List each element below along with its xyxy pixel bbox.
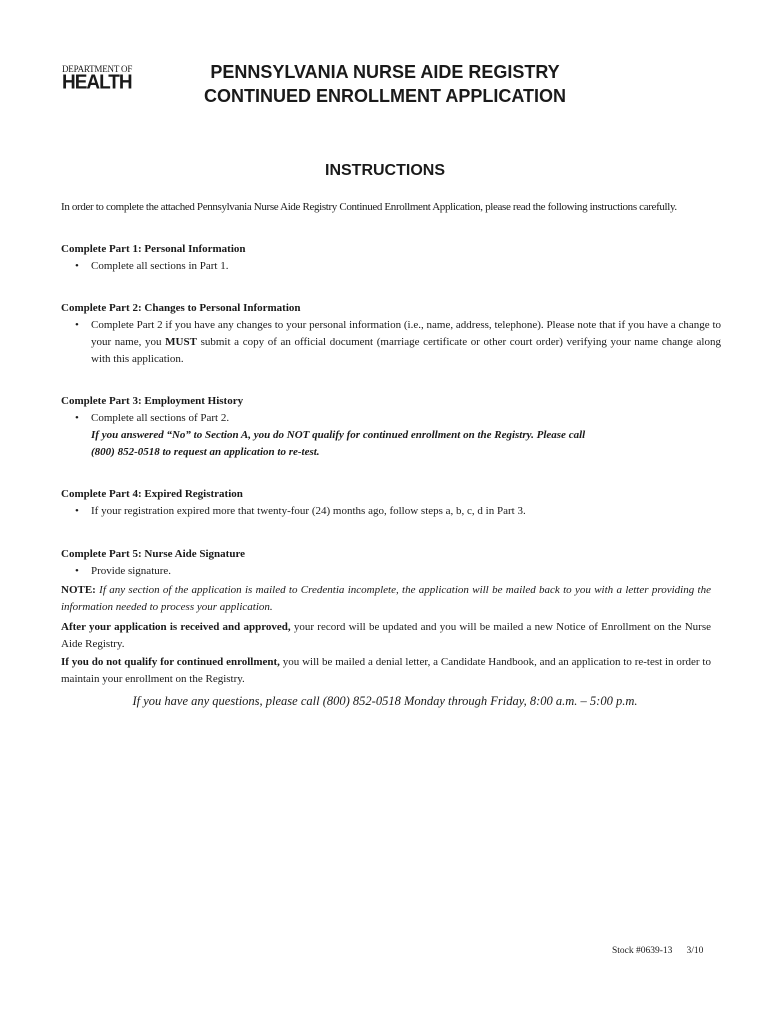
footer-stock [612, 946, 703, 956]
part-2-bullet-a: Complete Part 2 if you have any changes to your personal information (i.e., name, address, telephone). Please note that if you have a change to your name, you [91, 319, 721, 348]
not-qualify-text: you will be mailed a denial letter, a Candidate Handbook, and an application to re-test in order to maintain your enrollment on the Registry. [61, 656, 711, 685]
contact-line: If you have any questions, please call (800) 852-0518 Monday through Friday, 8:00 a.m. – 5:00 p.m. [132, 694, 638, 708]
part-2-heading: Complete Part 2: Changes to Personal Information [61, 302, 301, 314]
list-item [61, 503, 721, 520]
part-4-bullet: If your registration expired more that twenty-four (24) months ago, follow steps a, b, c, d in Part 3. [91, 505, 526, 517]
note-paragraph [61, 582, 711, 616]
part-1-heading: Complete Part 1: Personal Information [61, 243, 246, 255]
part-4-heading: Complete Part 4: Expired Registration [61, 488, 243, 500]
part-5-heading: Complete Part 5: Nurse Aide Signature [61, 548, 246, 560]
part-2-bullet-must: MUST [165, 336, 197, 348]
not-qualify-lead: If you do not qualify for continued enrollment, [61, 656, 280, 668]
part-3-section [61, 393, 721, 461]
note-label: NOTE: [61, 584, 96, 596]
list-item [61, 410, 721, 427]
part-5-section [61, 546, 721, 580]
bullet-icon: • [75, 505, 79, 517]
part-1-bullet: Complete all sections in Part 1. [91, 260, 229, 272]
part-3-warning-line-1: If you answered “No” to Section A, you do NOT qualify for continued enrollment on the Registry. Please call [91, 429, 586, 441]
after-approval-paragraph [61, 619, 711, 653]
list-item [61, 258, 721, 275]
intro-paragraph: In order to complete the attached Pennsylvania Nurse Aide Registry Continued Enrollment Application, please read the following instructions carefully. [61, 201, 677, 213]
part-2-section [61, 300, 721, 368]
page-title [0, 60, 770, 108]
list-item [61, 563, 721, 580]
part-5-bullet: Provide signature. [91, 565, 172, 577]
bullet-icon: • [75, 319, 79, 331]
part-3-bullet: Complete all sections of Part 2. [91, 412, 230, 424]
instructions-heading: INSTRUCTIONS [325, 162, 445, 179]
part-1-section [61, 241, 721, 275]
after-approval-text: your record will be updated and you will be mailed a new Notice of Enrollment on the Nurse Aide Registry. [61, 621, 711, 650]
title-line-1: PENNSYLVANIA NURSE AIDE REGISTRY [210, 62, 560, 82]
revision-date: 3/10 [686, 946, 704, 956]
not-qualify-paragraph [61, 654, 711, 688]
after-approval-lead: After your application is received and approved, [61, 621, 291, 633]
bullet-icon: • [75, 260, 79, 272]
logo-line-2: HEALTH [62, 71, 132, 94]
title-line-2: CONTINUED ENROLLMENT APPLICATION [204, 86, 566, 106]
part-4-section [61, 486, 721, 520]
part-3-heading: Complete Part 3: Employment History [61, 395, 244, 407]
note-text: If any section of the application is mailed to Credentia incomplete, the application will be mailed back to you with a letter providing the information needed to process your application. [61, 584, 711, 613]
bullet-icon: • [75, 565, 79, 577]
list-item [61, 317, 721, 368]
part-2-bullet-b: submit a copy of an official document (marriage certificate or other court order) verifying your name change along with this application. [91, 336, 721, 365]
part-3-warning-line-2: (800) 852-0518 to request an application to re-test. [91, 446, 320, 458]
logo-line-1: DEPARTMENT OF [62, 64, 133, 74]
bullet-icon: • [75, 412, 79, 424]
stock-number: Stock #0639-13 [612, 946, 673, 956]
